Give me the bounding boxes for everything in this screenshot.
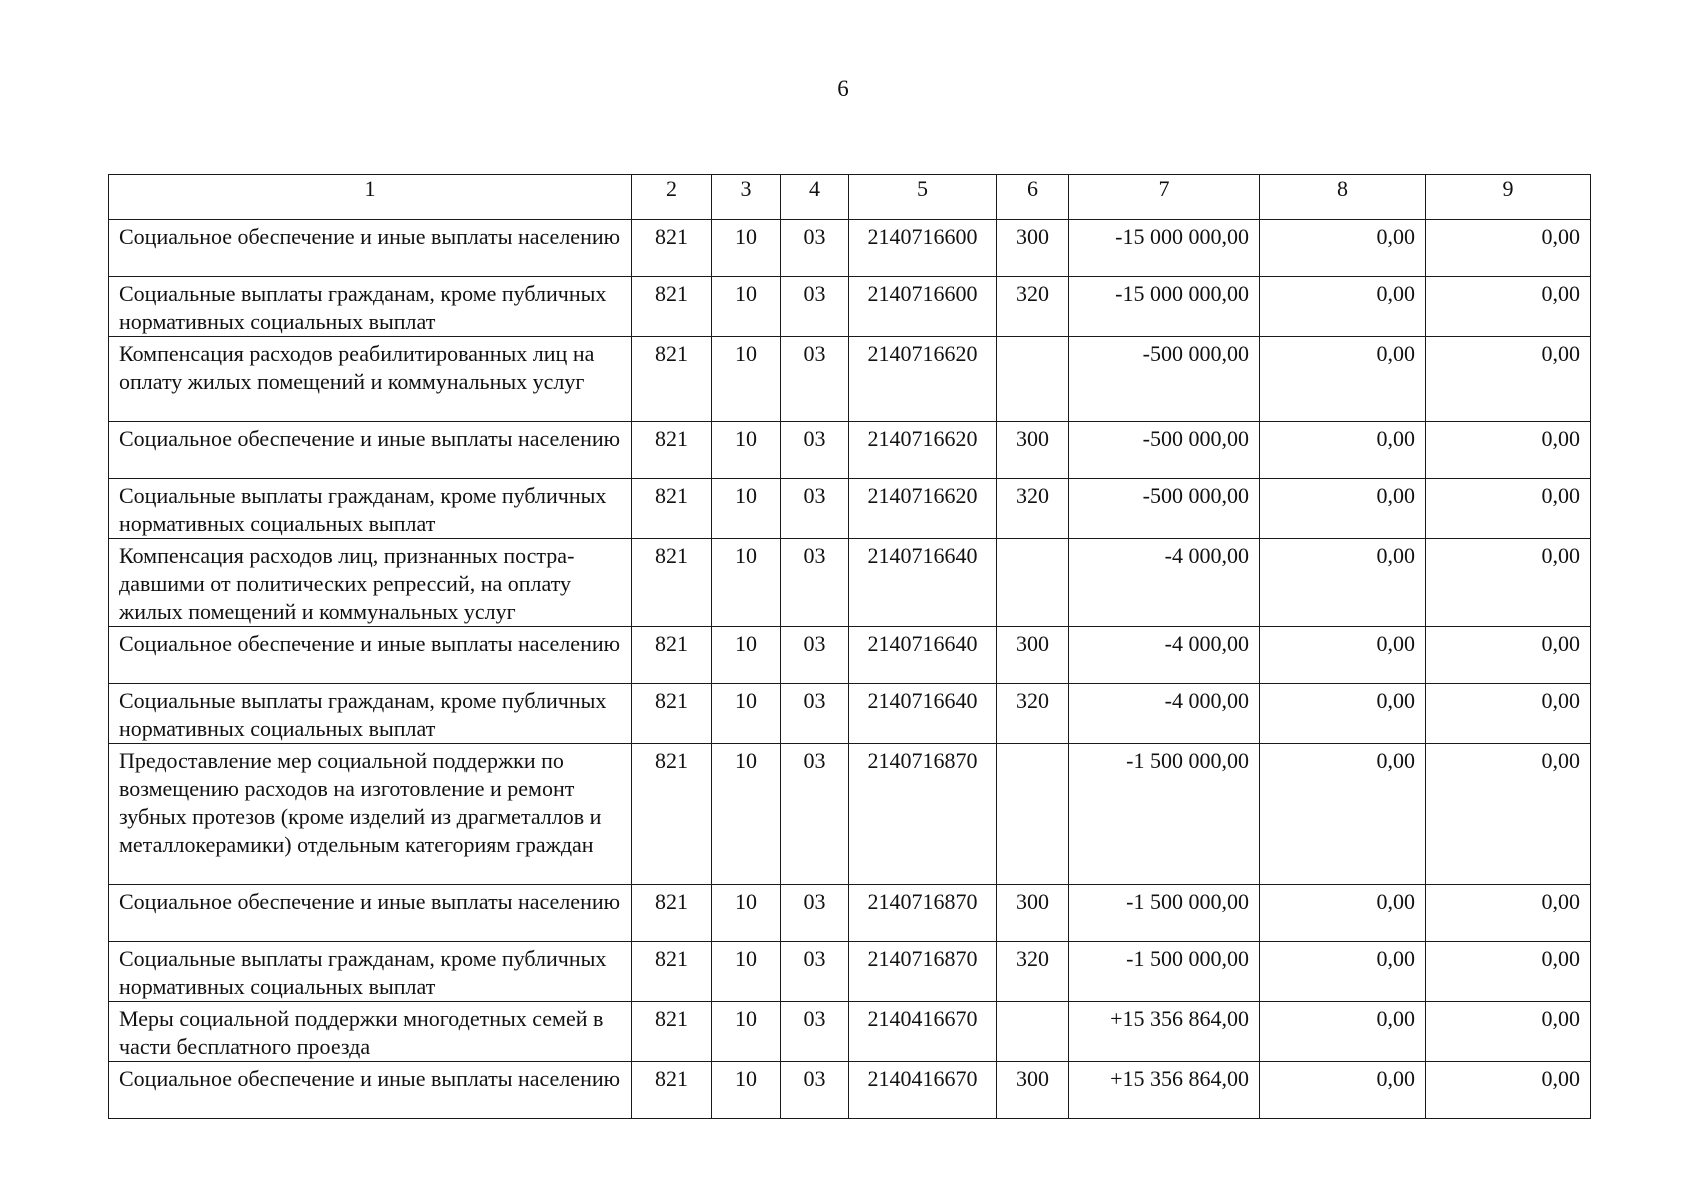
section-cell: 10 <box>712 1062 781 1119</box>
code-cell: 821 <box>632 942 712 1002</box>
column-header: 1 <box>109 175 632 220</box>
table-row <box>109 220 1591 277</box>
section-cell: 10 <box>712 744 781 885</box>
code-cell: 821 <box>632 1002 712 1062</box>
amount-cell-8: 0,00 <box>1260 684 1426 744</box>
expense-type-cell: 300 <box>997 627 1069 684</box>
target-article-cell: 2140716640 <box>849 627 997 684</box>
amount-cell: -4 000,00 <box>1069 684 1260 744</box>
item-name-cell: Социальное обеспечение и иные выплаты населению <box>109 1062 632 1119</box>
amount-cell-8: 0,00 <box>1260 744 1426 885</box>
amount-cell-9: 0,00 <box>1426 885 1591 942</box>
section-cell: 10 <box>712 1002 781 1062</box>
amount-cell-9: 0,00 <box>1426 539 1591 627</box>
column-header: 4 <box>781 175 849 220</box>
expense-type-cell: 300 <box>997 1062 1069 1119</box>
column-header: 5 <box>849 175 997 220</box>
column-header: 7 <box>1069 175 1260 220</box>
section-cell: 10 <box>712 337 781 422</box>
subsection-cell: 03 <box>781 539 849 627</box>
amount-cell-9: 0,00 <box>1426 422 1591 479</box>
amount-cell-8: 0,00 <box>1260 220 1426 277</box>
code-cell: 821 <box>632 277 712 337</box>
amount-cell-8: 0,00 <box>1260 337 1426 422</box>
subsection-cell: 03 <box>781 744 849 885</box>
amount-cell-9: 0,00 <box>1426 1002 1591 1062</box>
section-cell: 10 <box>712 942 781 1002</box>
code-cell: 821 <box>632 220 712 277</box>
subsection-cell: 03 <box>781 277 849 337</box>
target-article-cell: 2140716870 <box>849 885 997 942</box>
table-row <box>109 422 1591 479</box>
amount-cell: -1 500 000,00 <box>1069 942 1260 1002</box>
expense-type-cell <box>997 539 1069 627</box>
amount-cell-9: 0,00 <box>1426 479 1591 539</box>
expense-type-cell: 320 <box>997 942 1069 1002</box>
target-article-cell: 2140716640 <box>849 684 997 744</box>
table-row <box>109 1002 1591 1062</box>
expense-type-cell: 320 <box>997 479 1069 539</box>
budget-table <box>108 174 1591 1119</box>
item-name-cell: Социальные выплаты гражданам, кроме публичных нормативных социальных выплат <box>109 942 632 1002</box>
expense-type-cell <box>997 744 1069 885</box>
item-name-cell: Социальное обеспечение и иные выплаты населению <box>109 422 632 479</box>
item-name-cell: Социальное обеспечение и иные выплаты населению <box>109 627 632 684</box>
amount-cell: -4 000,00 <box>1069 539 1260 627</box>
amount-cell: -15 000 000,00 <box>1069 277 1260 337</box>
item-name-cell: Социальные выплаты гражданам, кроме публичных нормативных социальных выплат <box>109 479 632 539</box>
subsection-cell: 03 <box>781 422 849 479</box>
section-cell: 10 <box>712 684 781 744</box>
column-header: 6 <box>997 175 1069 220</box>
subsection-cell: 03 <box>781 1002 849 1062</box>
amount-cell-9: 0,00 <box>1426 627 1591 684</box>
amount-cell-8: 0,00 <box>1260 1002 1426 1062</box>
item-name-cell: Социальное обеспечение и иные выплаты населению <box>109 220 632 277</box>
section-cell: 10 <box>712 539 781 627</box>
amount-cell-9: 0,00 <box>1426 684 1591 744</box>
amount-cell-9: 0,00 <box>1426 277 1591 337</box>
section-cell: 10 <box>712 422 781 479</box>
column-header: 9 <box>1426 175 1591 220</box>
table-row <box>109 942 1591 1002</box>
subsection-cell: 03 <box>781 1062 849 1119</box>
table-row <box>109 539 1591 627</box>
expense-type-cell: 300 <box>997 422 1069 479</box>
amount-cell-9: 0,00 <box>1426 744 1591 885</box>
table-row <box>109 277 1591 337</box>
target-article-cell: 2140416670 <box>849 1062 997 1119</box>
subsection-cell: 03 <box>781 885 849 942</box>
amount-cell-9: 0,00 <box>1426 220 1591 277</box>
target-article-cell: 2140716600 <box>849 220 997 277</box>
code-cell: 821 <box>632 422 712 479</box>
code-cell: 821 <box>632 479 712 539</box>
amount-cell-8: 0,00 <box>1260 627 1426 684</box>
amount-cell-9: 0,00 <box>1426 1062 1591 1119</box>
amount-cell: -500 000,00 <box>1069 422 1260 479</box>
table-row <box>109 744 1591 885</box>
table-row <box>109 684 1591 744</box>
code-cell: 821 <box>632 684 712 744</box>
subsection-cell: 03 <box>781 684 849 744</box>
table-row <box>109 479 1591 539</box>
expense-type-cell: 320 <box>997 684 1069 744</box>
code-cell: 821 <box>632 627 712 684</box>
target-article-cell: 2140716870 <box>849 744 997 885</box>
subsection-cell: 03 <box>781 220 849 277</box>
expense-type-cell: 320 <box>997 277 1069 337</box>
section-cell: 10 <box>712 277 781 337</box>
amount-cell-8: 0,00 <box>1260 479 1426 539</box>
amount-cell-8: 0,00 <box>1260 1062 1426 1119</box>
table-row <box>109 1062 1591 1119</box>
target-article-cell: 2140716620 <box>849 422 997 479</box>
expense-type-cell: 300 <box>997 220 1069 277</box>
amount-cell-8: 0,00 <box>1260 277 1426 337</box>
expense-type-cell <box>997 1002 1069 1062</box>
amount-cell: -500 000,00 <box>1069 479 1260 539</box>
table-row <box>109 885 1591 942</box>
target-article-cell: 2140716620 <box>849 479 997 539</box>
amount-cell-8: 0,00 <box>1260 422 1426 479</box>
amount-cell: +15 356 864,00 <box>1069 1002 1260 1062</box>
table-row <box>109 337 1591 422</box>
item-name-cell: Предоставление мер социальной поддержки по возмещению расходов на изготовление и ремонт зубных протезов (кроме изделий из драгметаллов и металлокерамики) отдельным категориям граждан <box>109 744 632 885</box>
amount-cell: -500 000,00 <box>1069 337 1260 422</box>
target-article-cell: 2140716620 <box>849 337 997 422</box>
table-row <box>109 627 1591 684</box>
header-row <box>109 175 1591 220</box>
code-cell: 821 <box>632 744 712 885</box>
code-cell: 821 <box>632 885 712 942</box>
item-name-cell: Компенсация расходов реабилитированных лиц на оплату жилых помещений и коммунальных услуг <box>109 337 632 422</box>
subsection-cell: 03 <box>781 479 849 539</box>
target-article-cell: 2140416670 <box>849 1002 997 1062</box>
amount-cell: -15 000 000,00 <box>1069 220 1260 277</box>
code-cell: 821 <box>632 539 712 627</box>
column-header: 3 <box>712 175 781 220</box>
target-article-cell: 2140716640 <box>849 539 997 627</box>
expense-type-cell: 300 <box>997 885 1069 942</box>
item-name-cell: Компенсация расходов лиц, признанных постра-давшими от политических репрессий, на оплату жилых помещений и коммунальных услуг <box>109 539 632 627</box>
amount-cell: -1 500 000,00 <box>1069 744 1260 885</box>
item-name-cell: Меры социальной поддержки многодетных семей в части бесплатного проезда <box>109 1002 632 1062</box>
subsection-cell: 03 <box>781 337 849 422</box>
amount-cell: -1 500 000,00 <box>1069 885 1260 942</box>
section-cell: 10 <box>712 627 781 684</box>
subsection-cell: 03 <box>781 627 849 684</box>
amount-cell-9: 0,00 <box>1426 942 1591 1002</box>
amount-cell-8: 0,00 <box>1260 942 1426 1002</box>
section-cell: 10 <box>712 479 781 539</box>
section-cell: 10 <box>712 885 781 942</box>
section-cell: 10 <box>712 220 781 277</box>
subsection-cell: 03 <box>781 942 849 1002</box>
amount-cell-8: 0,00 <box>1260 539 1426 627</box>
item-name-cell: Социальные выплаты гражданам, кроме публичных нормативных социальных выплат <box>109 277 632 337</box>
target-article-cell: 2140716600 <box>849 277 997 337</box>
item-name-cell: Социальные выплаты гражданам, кроме публичных нормативных социальных выплат <box>109 684 632 744</box>
amount-cell-8: 0,00 <box>1260 885 1426 942</box>
amount-cell-9: 0,00 <box>1426 337 1591 422</box>
item-name-cell: Социальное обеспечение и иные выплаты населению <box>109 885 632 942</box>
column-header: 2 <box>632 175 712 220</box>
amount-cell: +15 356 864,00 <box>1069 1062 1260 1119</box>
code-cell: 821 <box>632 337 712 422</box>
expense-type-cell <box>997 337 1069 422</box>
column-header: 8 <box>1260 175 1426 220</box>
amount-cell: -4 000,00 <box>1069 627 1260 684</box>
page-number: 6 <box>837 76 849 101</box>
code-cell: 821 <box>632 1062 712 1119</box>
target-article-cell: 2140716870 <box>849 942 997 1002</box>
